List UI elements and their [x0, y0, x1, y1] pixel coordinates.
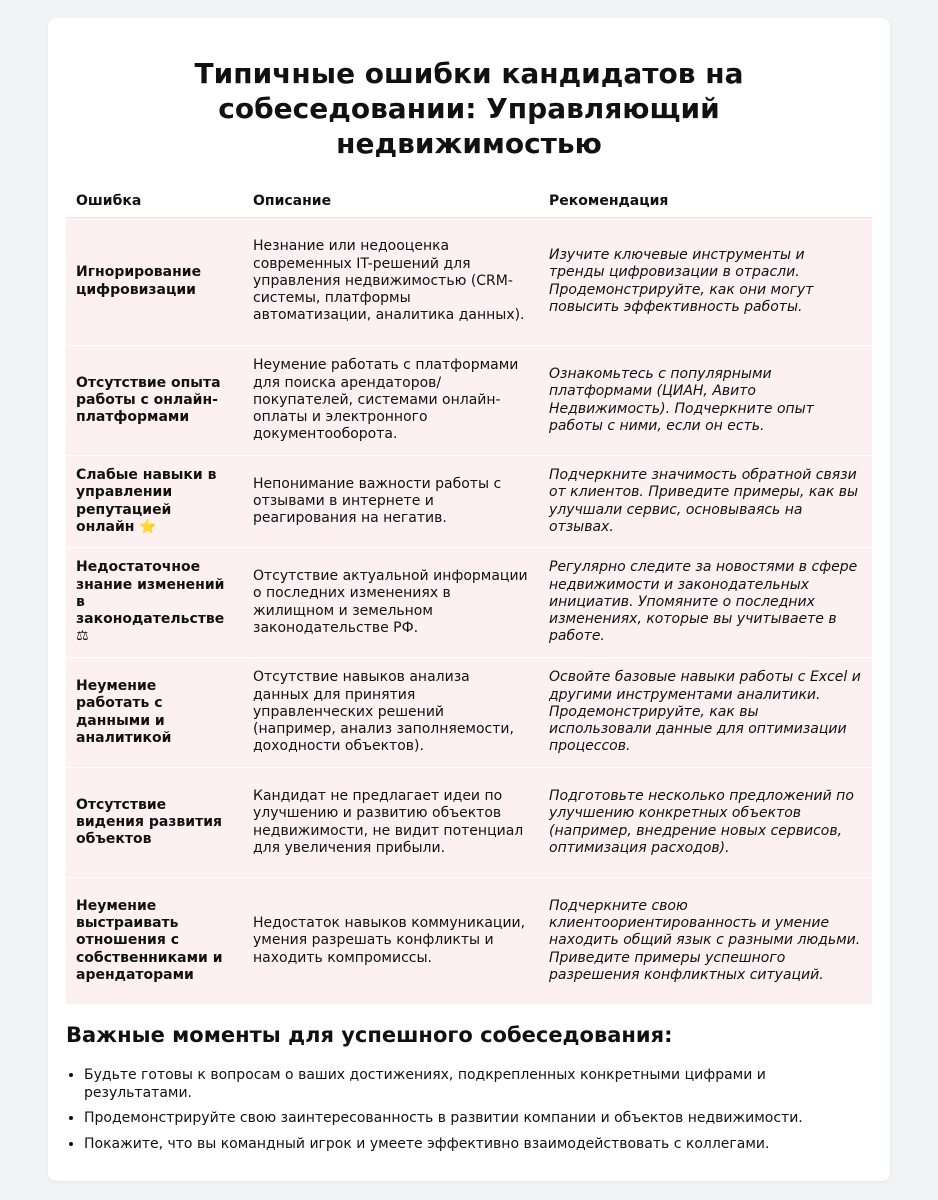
recommendation-cell: Подчеркните значимость обратной связи от клиентов. Приведите примеры, как вы улучшали сервис, основываясь на отзывах. [539, 456, 872, 548]
tips-list [66, 1067, 854, 1161]
error-cell: Слабые навыки в управлении репутацией онлайн ⭐ [66, 456, 243, 548]
table-row [66, 768, 872, 878]
description-cell: Недостаток навыков коммуникации, умения разрешать конфликты и находить компромиссы. [243, 878, 539, 1005]
error-cell: Неумение работать с данными и аналитикой [66, 658, 243, 768]
table-row [66, 658, 872, 768]
recommendation-cell: Подготовьте несколько предложений по улучшению конкретных объектов (например, внедрение новых сервисов, оптимизация расходов). [539, 768, 872, 878]
mistakes-table [66, 185, 872, 1005]
recommendation-cell: Ознакомьтесь с популярными платформами (ЦИАН, Авито Недвижимость). Подчеркните опыт работы с ними, если он есть. [539, 346, 872, 456]
error-cell: Неумение выстраивать отношения с собственниками и арендаторами [66, 878, 243, 1005]
description-cell: Неумение работать с платформами для поиска арендаторов/покупателей, системами онлайн-оплаты и электронного документооборота. [243, 346, 539, 456]
table-row [66, 218, 872, 346]
recommendation-cell: Изучите ключевые инструменты и тренды цифровизации в отрасли. Продемонстрируйте, как они могут повысить эффективность работы. [539, 218, 872, 346]
recommendation-cell: Подчеркните свою клиентоориентированность и умение находить общий язык с разными людьми. Приведите примеры успешного разрешения конфликтных ситуаций. [539, 878, 872, 1005]
error-cell: Недостаточное знание изменений в законодательстве ⚖ [66, 548, 243, 658]
column-header-error: Ошибка [66, 185, 243, 218]
description-cell: Кандидат не предлагает идеи по улучшению и развитию объектов недвижимости, не видит потенциал для увеличения прибыли. [243, 768, 539, 878]
description-cell: Незнание или недооценка современных IT-решений для управления недвижимостью (CRM-системы, платформы автоматизации, аналитика данных). [243, 218, 539, 346]
list-item: • Будьте готовы к вопросам о ваших достижениях, подкрепленных конкретными цифрами и результатами. [84, 1067, 854, 1102]
list-item: • Продемонстрируйте свою заинтересованность в развитии компании и объектов недвижимости. [84, 1110, 854, 1128]
error-cell: Отсутствие видения развития объектов [66, 768, 243, 878]
content-card [48, 18, 890, 1181]
table-header-row [66, 185, 872, 218]
column-header-description: Описание [243, 185, 539, 218]
tips-title: Важные моменты для успешного собеседования: [66, 1023, 673, 1047]
table-row [66, 456, 872, 548]
table-row [66, 878, 872, 1005]
table-row [66, 548, 872, 658]
recommendation-cell: Регулярно следите за новостями в сфере недвижимости и законодательных инициатив. Упомяните о последних изменениях, которые вы учитываете в работе. [539, 548, 872, 658]
error-cell: Игнорирование цифровизации [66, 218, 243, 346]
table-row [66, 346, 872, 456]
recommendation-cell: Освойте базовые навыки работы с Excel и другими инструментами аналитики. Продемонстрируйте, как вы использовали данные для оптимизации процессов. [539, 658, 872, 768]
page-title: Типичные ошибки кандидатов на собеседовании: Управляющий недвижимостью [194, 57, 744, 160]
column-header-recommendation: Рекомендация [539, 185, 872, 218]
description-cell: Отсутствие навыков анализа данных для принятия управленческих решений (например, анализ заполняемости, доходности объектов). [243, 658, 539, 768]
list-item: • Покажите, что вы командный игрок и умеете эффективно взаимодействовать с коллегами. [84, 1136, 854, 1154]
description-cell: Непонимание важности работы с отзывами в интернете и реагирования на негатив. [243, 456, 539, 548]
description-cell: Отсутствие актуальной информации о последних изменениях в жилищном и земельном законодательстве РФ. [243, 548, 539, 658]
error-cell: Отсутствие опыта работы с онлайн-платформами [66, 346, 243, 456]
